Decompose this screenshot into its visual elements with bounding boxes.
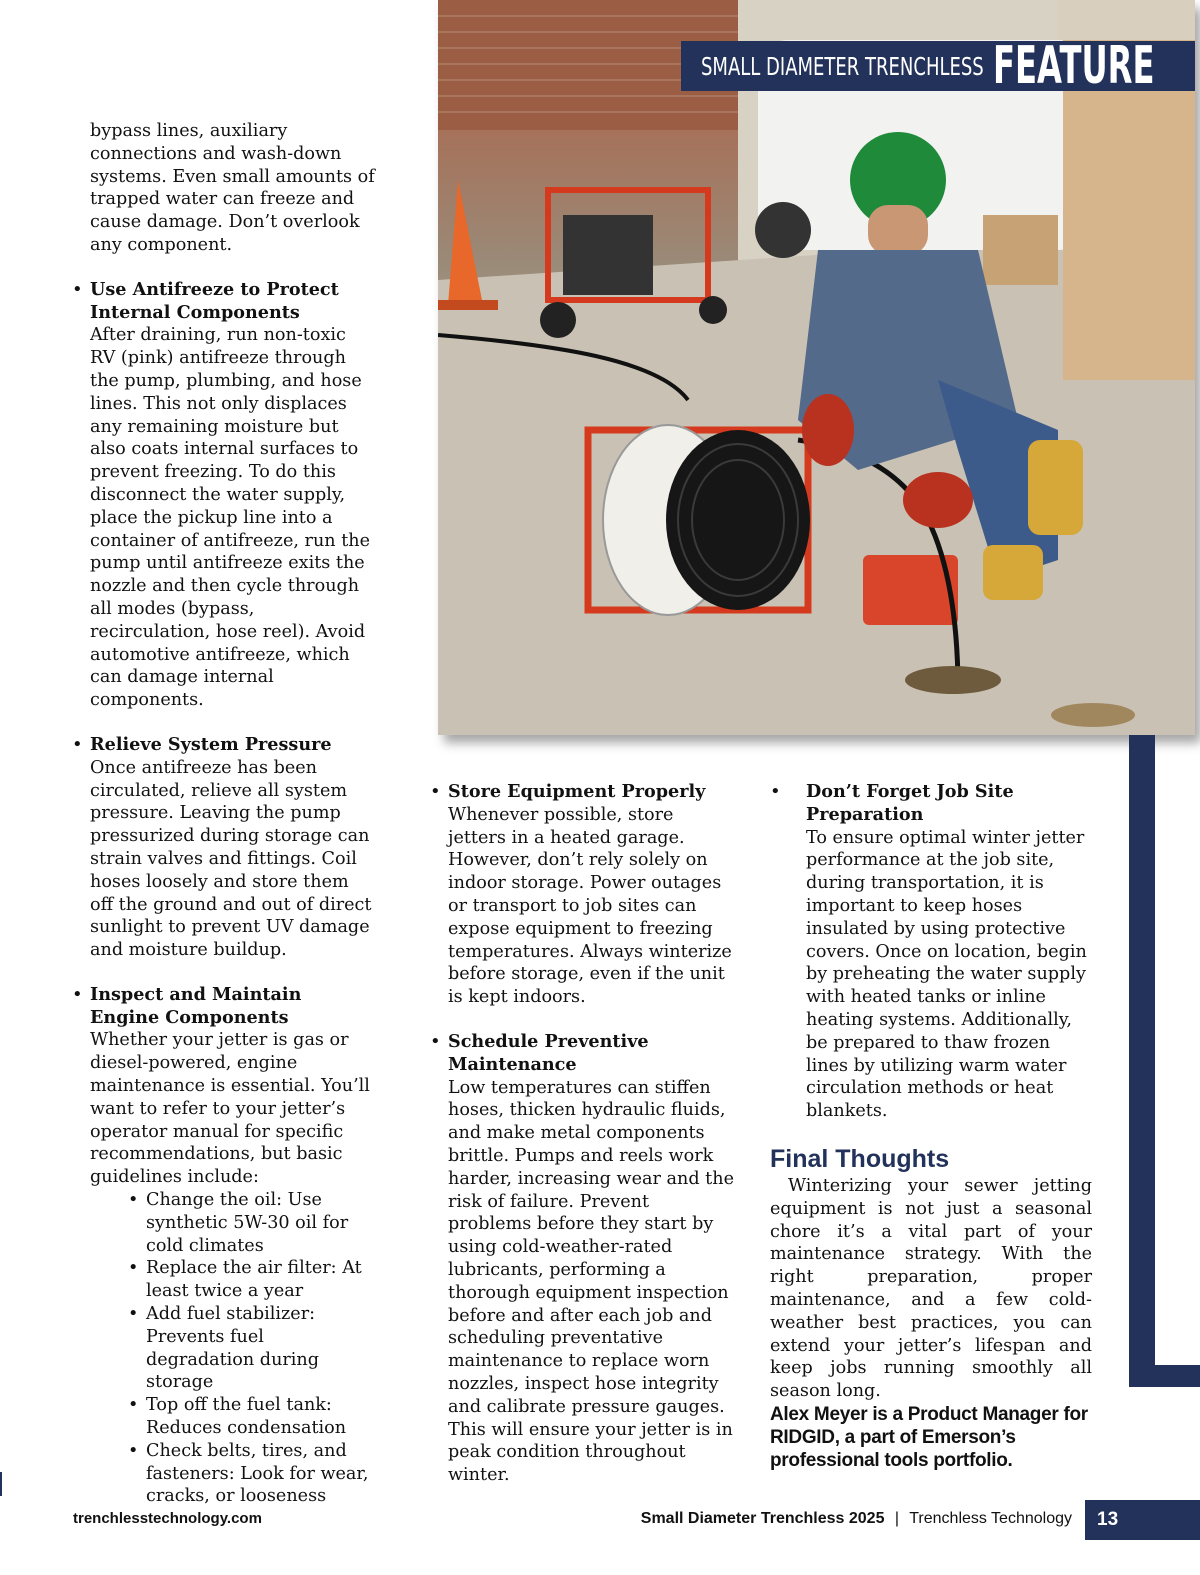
item-heading: • Use Antifreeze to Protect Internal Components — [90, 278, 339, 323]
item-body: After draining, run non-toxic RV (pink) antifreeze through the pump, plumbing, and hose lines. This not only displaces any remaining moisture but also coats internal surfaces to prevent freezing. To do this disconnect the water supply, place the pickup line into a container of antifreeze, run the pump until antifreeze exits the nozzle and then cycle through all modes (bypass, recirculation, hose reel). Avoid automotive antifreeze, which can damage internal components. — [90, 325, 371, 711]
list-item — [72, 734, 376, 962]
col1-list — [72, 279, 376, 1508]
item-body: To ensure optimal winter jetter performance at the job site, during transportation, it is important to keep hoses insulated by using protective covers. Once on location, begin by preheating the water supply with heated tanks or inline heating systems. Additionally, be prepared to thaw frozen lines by utilizing warm water circulation methods or heat blankets. — [806, 827, 1087, 1122]
side-accent-bar — [1129, 735, 1155, 1385]
footer-website[interactable]: trenchlesstechnology.com — [73, 1510, 262, 1527]
footer-publication — [641, 1510, 1072, 1528]
list-item — [770, 781, 1092, 1123]
col3-list — [770, 781, 1092, 1123]
item-heading: • Schedule Preventive Maintenance — [448, 1030, 649, 1075]
column-1 — [72, 120, 376, 1508]
page-number: 13 — [1085, 1500, 1200, 1540]
final-thoughts-heading: Final Thoughts — [770, 1144, 950, 1173]
article-photo — [438, 0, 1195, 735]
sub-list-item: • Add fuel stabilizer: Prevents fuel degradation during storage — [128, 1303, 376, 1394]
sub-list-item: • Check belts, tires, and fasteners: Look for wear, cracks, or looseness — [128, 1440, 376, 1508]
col2-list — [430, 781, 736, 1487]
sub-list-item: • Top off the fuel tank: Reduces condensation — [128, 1394, 376, 1440]
sub-list-item: • Change the oil: Use synthetic 5W-30 oil for cold climates — [128, 1189, 376, 1257]
footer-separator: | — [894, 1510, 900, 1527]
section-big-title: FEATURE — [993, 36, 1155, 96]
jetter-photo-illustration — [438, 0, 1195, 735]
list-item — [72, 984, 376, 1508]
item-body: Low temperatures can stiffen hoses, thicken hydraulic fluids, and make metal components brittle. Pumps and reels work harder, increasing wear and the risk of failure. Prevent problems before they start by using cold-weather-rated lubricants, performing a thorough equipment inspection before and after each job and scheduling preventative maintenance to replace worn nozzles, inspect hose integrity and calibrate pressure gauges. This will ensure your jetter is in peak condition throughout winter. — [448, 1077, 734, 1486]
column-2 — [430, 781, 736, 1487]
list-item — [72, 279, 376, 712]
footer-issue: Small Diameter Trenchless 2025 — [640, 1510, 885, 1527]
engine-guidelines-list — [90, 1189, 376, 1508]
sub-list-item: • Replace the air filter: At least twice a year — [128, 1257, 376, 1303]
item-body: Whether your jetter is gas or diesel-powered, engine maintenance is essential. You’ll want to refer to your jetter’s operator manual for specific recommendations, but basic guidelines include: — [90, 1030, 370, 1188]
item-heading: • Relieve System Pressure — [90, 733, 332, 755]
list-item — [430, 781, 736, 1009]
col1-intro: bypass lines, auxiliary connections and wash-down systems. Even small amounts of trapped water can freeze and cause damage. Don’t overlook any component. — [90, 121, 375, 255]
list-item — [430, 1031, 736, 1487]
side-accent-foot — [1129, 1365, 1200, 1387]
item-body: Whenever possible, store jetters in a heated garage. However, don’t rely solely on indoor storage. Power outages or transport to job sites can expose equipment to freezing temperatures. Always winterize before storage, even if the unit is kept indoors. — [448, 804, 732, 1008]
column-3 — [770, 781, 1092, 1472]
section-small-title: SMALL DIAMETER TRENCHLESS — [701, 51, 984, 81]
item-heading: • Inspect and Maintain Engine Components — [90, 983, 302, 1028]
footer-magazine: Trenchless Technology — [909, 1510, 1072, 1527]
section-banner — [681, 36, 1195, 96]
item-heading: • Don’t Forget Job Site Preparation — [806, 781, 1014, 825]
author-bio: Alex Meyer is a Product Manager for RIDGID, a part of Emerson’s professional tools portfolio. — [770, 1403, 1088, 1471]
margin-mark — [0, 1472, 2, 1496]
item-body: Once antifreeze has been circulated, relieve all system pressure. Leaving the pump pressurized during storage can strain valves and fittings. Coil hoses loosely and store them off the ground and out of direct sunlight to prevent UV damage and moisture buildup. — [90, 757, 372, 961]
final-thoughts-body: Winterizing your sewer jetting equipment is not just a seasonal chore it’s a vital part of your maintenance strategy. With the right preparation, proper maintenance, and a few cold-weather best practices, you can extend your jetter’s lifespan and keep jobs running smoothly all season long. — [770, 1175, 1092, 1402]
item-heading: • Store Equipment Properly — [448, 781, 706, 802]
